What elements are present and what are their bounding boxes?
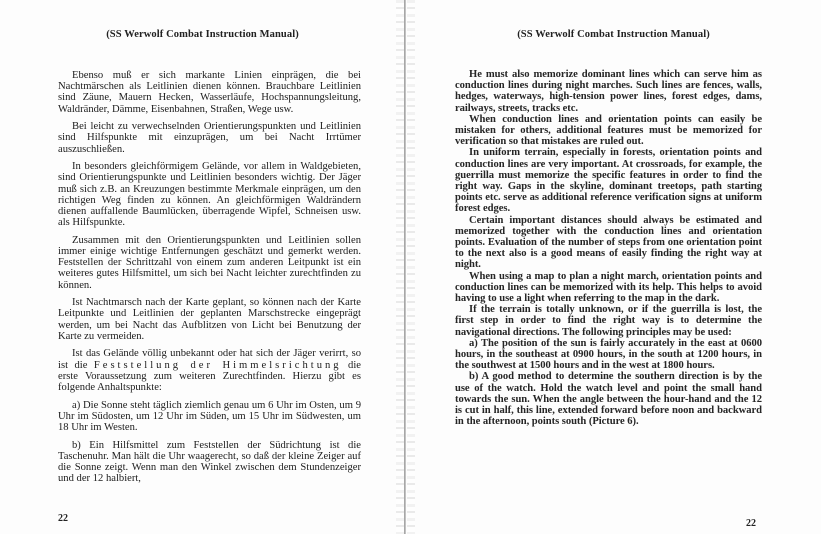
paragraph: Ist Nachtmarsch nach der Karte geplant, so können nach der Karte Leitpunkte und Leitlinien der geplanten Marschstrecke eingeprägt werden, um bei Nacht das Aufblitzen von Licht bei Benutzung der Karte zu vermeiden. xyxy=(58,297,361,342)
right-page xyxy=(406,0,821,534)
left-page xyxy=(0,0,405,534)
paragraph: If the terrain is totally unknown, or if the guerrilla is lost, the first step in order to find the right way is to determine the navigational directions. The following principles may be used: xyxy=(455,304,762,338)
paragraph: In uniform terrain, especially in forests, orientation points and conduction lines are very important. At crossroads, for example, the guerrilla must memorize the specific features in order to find the right way. Gaps in the skyline, dominant treetops, path starting points etc. serve as additional reference verification signs at uniform forest edges. xyxy=(455,147,762,215)
paragraph xyxy=(58,348,361,393)
page-edge-shadow xyxy=(396,0,404,534)
paragraph-text: die erste Voraussetzung zum weiteren Zurechtfinden. Hierzu gibt es folgende Anhaltspunkte: xyxy=(58,359,361,394)
paragraph: Ebenso muß er sich markante Linien einprägen, die bei Nachtmärschen als Leitlinien dienen können. Brauchbare Leitlinien sind Zäune, Mauern Hecken, Wasserläufe, Hochspannungsleitung, Waldränder, Dämme, Eisenbahnen, Straßen, Wege usw. xyxy=(58,70,361,115)
left-page-number: 22 xyxy=(58,513,68,524)
right-page-body xyxy=(455,69,762,428)
emphasized-text: Feststellung der Himmelsrichtung xyxy=(93,359,342,371)
paragraph: Certain important distances should always be estimated and memorized together with the conduction lines and orientation points. Evaluation of the number of steps from one orientation point to the next also is a good means of easily finding the right way at night. xyxy=(455,214,762,271)
paragraph: Zusammen mit den Orientierungspunkten und Leitlinien sollen immer einige wichtige Entfernungen geschätzt und gemerkt werden. Feststellen der Schrittzahl von einem zum anderen Leitpunkt ist ein weiteres gutes Hilfsmittel, um sich bei Nacht leichter zurechtfinden zu können. xyxy=(58,234,361,291)
right-page-header: (SS Werwolf Combat Instruction Manual) xyxy=(517,29,710,40)
left-page-body xyxy=(58,70,361,491)
paragraph-text: Ist das Gelände völlig unbekannt oder hat sich der Jäger verirrt, so ist die xyxy=(58,348,361,371)
left-page-header: (SS Werwolf Combat Instruction Manual) xyxy=(106,29,299,40)
page-edge-shadow xyxy=(407,0,415,534)
paragraph: In besonders gleichförmigem Gelände, vor allem in Waldgebieten, sind Orientierungspunkte und Leitlinien besonders wichtig. Der Jäger muß sich z.B. an Kreuzungen bestimmte Merkmale einprägen, um den richtigen Weg finden zu können. An gleichförmigen Waldrändern dienen auffallende Baumlücken, überragende Wipfel, Schneisen usw. als Hilfspunkte. xyxy=(58,161,361,229)
paragraph: When conduction lines and orientation points can easily be mistaken for others, additional features must be memorized for verification so that mistakes are ruled out. xyxy=(455,113,762,148)
paragraph: When using a map to plan a night march, orientation points and conduction lines can be memorized with its help. This helps to avoid having to use a light when referring to the map in the dark. xyxy=(455,270,762,305)
paragraph: Bei leicht zu verwechselnden Orientierungspunkten und Leitlinien sind Hilfspunkte mit einzuprägen, um bei Nacht Irrtümer auszuschließen. xyxy=(58,121,361,155)
right-page-number: 22 xyxy=(746,518,756,529)
list-item-a: a) The position of the sun is fairly accurately in the east at 0600 hours, in the southeast at 0900 hours, in the south at 1200 hours, in the southwest at 1500 hours and in the west at 1800 hours. xyxy=(455,337,762,372)
list-item-a: a) Die Sonne steht täglich ziemlich genau um 6 Uhr im Osten, um 9 Uhr im Südosten, um 12 Uhr im Süden, um 15 Uhr im Südwesten, um 18 Uhr im Westen. xyxy=(58,399,361,434)
list-item-b: b) A good method to determine the southern direction is by the use of the watch. Hold the watch level and point the small hand towards the sun. When the angle between the hour-hand and the 12 is cut in half, this line, extended forward before noon and backward in the afternoon, points south (Picture 6). xyxy=(455,371,762,428)
list-item-b: b) Ein Hilfsmittel zum Feststellen der Südrichtung ist die Taschenuhr. Man hält die Uhr waagerecht, so daß der kleine Zeiger auf die Sonne zeigt. Wenn man den Winkel zwischen dem Stundenzeiger und der 12 halbiert, xyxy=(58,439,361,485)
paragraph: He must also memorize dominant lines which can serve him as conduction lines during night marches. Such lines are fences, walls, hedges, waterways, high-tension power lines, forest edges, dams, railways, streets, tracks etc. xyxy=(455,69,762,114)
